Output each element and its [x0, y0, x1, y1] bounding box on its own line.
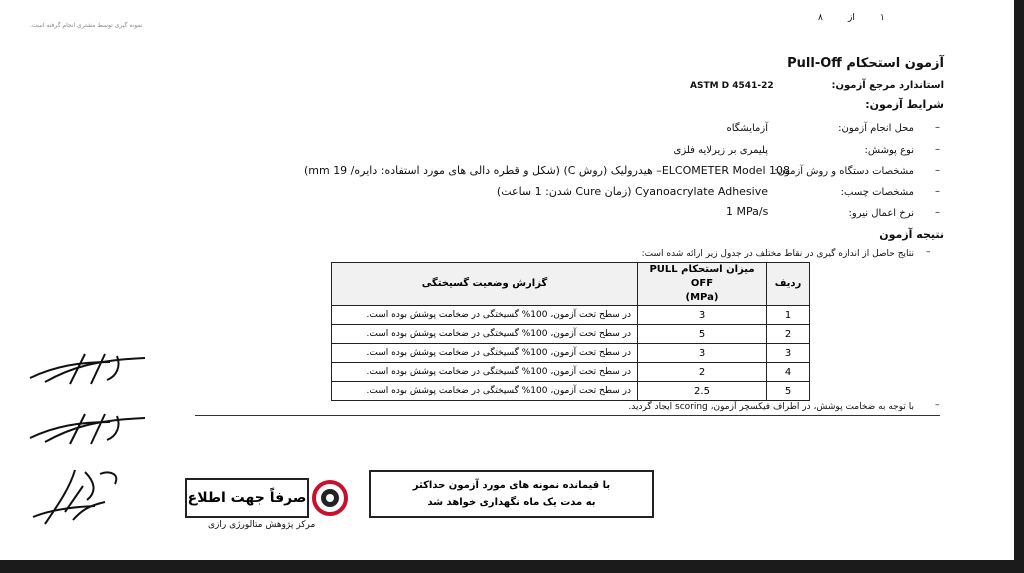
condition-label: مشخصات چسب: — [840, 187, 914, 198]
results-table — [331, 262, 810, 401]
row-report: در سطح تحت آزمون، 100% گسیختگی در ضخامت پوشش بوده است. — [332, 363, 638, 382]
bullet-dash: – — [926, 247, 931, 257]
condition-label: محل انجام آزمون: — [838, 123, 914, 134]
row-strength: 5 — [638, 325, 767, 344]
conditions-label: شرایط آزمون: — [865, 98, 944, 111]
bullet-dash: – — [935, 186, 940, 197]
center-logo-icon — [312, 480, 348, 516]
table-row — [332, 363, 810, 382]
bullet-dash: – — [935, 207, 940, 218]
condition-label: مشخصات دستگاه و روش آزمون: — [774, 166, 914, 177]
row-strength: 2 — [638, 363, 767, 382]
table-header-row — [332, 263, 810, 306]
test-title: آزمون استحکام Pull-Off — [787, 56, 944, 71]
bullet-dash: – — [935, 400, 940, 410]
row-strength: 3 — [638, 344, 767, 363]
retention-notice — [369, 470, 654, 518]
divider-line — [195, 415, 940, 416]
bullet-dash: – — [935, 122, 940, 133]
standard-value: ASTM D 4541-22 — [690, 81, 774, 91]
col-strength-line1: میزان استحکام PULL OFF — [649, 264, 755, 289]
condition-value: ELCOMETER Model 108– هیدرولیک (روش C) (شکل و قطره دالی های مورد استفاده: دایره/ 19 mm) — [303, 164, 790, 177]
info-stamp: صرفاً جهت اطلاع — [185, 478, 309, 518]
row-number: 2 — [767, 325, 810, 344]
notice-line-2: به مدت یک ماه نگهداری خواهد شد — [427, 497, 596, 508]
condition-value: پلیمری بر زیرلایه فلزی — [673, 145, 768, 156]
row-report: در سطح تحت آزمون، 100% گسیختگی در ضخامت پوشش بوده است. — [332, 306, 638, 325]
signature-3 — [25, 462, 145, 532]
condition-value: آزمایشگاه — [726, 123, 768, 134]
col-report-header: گزارش وضعیت گسیختگی — [332, 263, 638, 306]
results-heading: نتیجه آزمون — [879, 228, 944, 241]
row-number: 4 — [767, 363, 810, 382]
table-row — [332, 325, 810, 344]
standard-label: استاندارد مرجع آزمون: — [831, 80, 944, 91]
col-row-header: ردیف — [767, 263, 810, 306]
row-report: در سطح تحت آزمون، 100% گسیختگی در ضخامت پوشش بوده است. — [332, 382, 638, 401]
signature-1 — [25, 348, 155, 388]
row-strength: 2.5 — [638, 382, 767, 401]
condition-label: نوع پوشش: — [864, 145, 914, 156]
results-intro: نتایج حاصل از اندازه گیری در نقاط مختلف در جدول زیر ارائه شده است: — [641, 249, 914, 259]
table-row — [332, 344, 810, 363]
row-number: 3 — [767, 344, 810, 363]
condition-value: 1 MPa/s — [726, 205, 769, 218]
table-row — [332, 382, 810, 401]
page-number: ۱ — [880, 13, 885, 23]
org-name: مرکز پژوهش متالورژی رازی — [208, 520, 316, 530]
col-strength-header — [638, 263, 767, 306]
col-strength-line2: (MPa) — [685, 292, 719, 303]
table-row — [332, 306, 810, 325]
results-footnote: با توجه به ضخامت پوشش، در اطراف فیکسچر آزمون، scoring ایجاد گردید. — [628, 402, 914, 412]
sampling-note: نمونه گیری توسط مشتری انجام گرفته است. — [30, 22, 143, 29]
bullet-dash: – — [935, 144, 940, 155]
page-of: از — [848, 13, 855, 23]
signature-2 — [25, 408, 155, 448]
row-number: 1 — [767, 306, 810, 325]
condition-label: نرخ اعمال نیرو: — [848, 208, 914, 219]
row-report: در سطح تحت آزمون، 100% گسیختگی در ضخامت پوشش بوده است. — [332, 344, 638, 363]
page-total: ۸ — [818, 13, 823, 23]
row-number: 5 — [767, 382, 810, 401]
condition-value: Cyanoacrylate Adhesive (زمان Cure شدن: 1 ساعت) — [496, 185, 768, 198]
bullet-dash: – — [935, 165, 940, 176]
row-strength: 3 — [638, 306, 767, 325]
notice-line-1: با قیمانده نمونه های مورد آزمون حداکثر — [412, 480, 611, 491]
row-report: در سطح تحت آزمون، 100% گسیختگی در ضخامت پوشش بوده است. — [332, 325, 638, 344]
